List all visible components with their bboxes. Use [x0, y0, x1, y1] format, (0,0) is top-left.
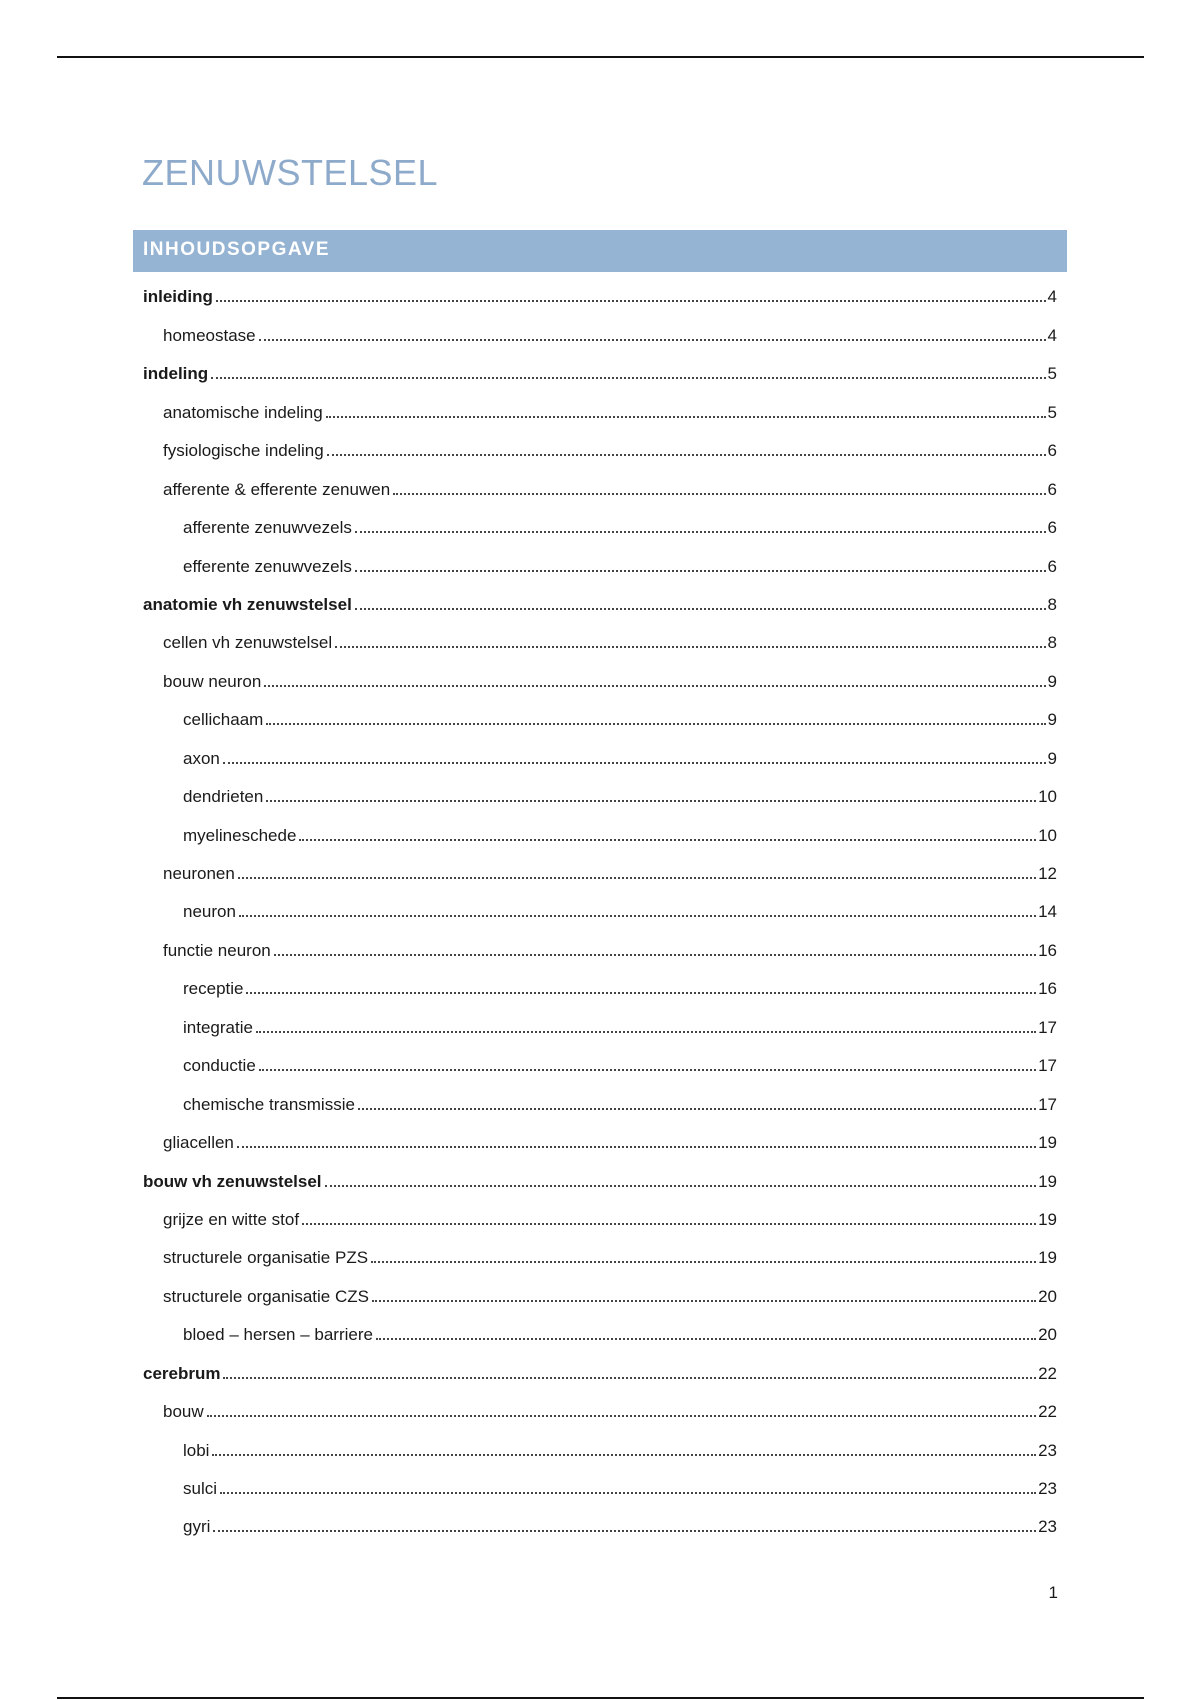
- toc-entry-page[interactable]: 19: [1038, 1209, 1057, 1229]
- toc-entry-page[interactable]: 9: [1047, 671, 1057, 691]
- toc-entry-page[interactable]: 12: [1038, 864, 1057, 883]
- toc-entry[interactable]: [143, 275, 1057, 313]
- toc-entry-page[interactable]: 14: [1038, 902, 1057, 922]
- toc-entry[interactable]: [143, 1159, 1057, 1197]
- toc-entry-page[interactable]: 22: [1038, 1363, 1057, 1383]
- toc-entry-label[interactable]: anatomie vh zenuwstelsel: [143, 594, 352, 614]
- toc-entry-page[interactable]: 8: [1047, 633, 1057, 653]
- toc-dot-leader: [355, 570, 1046, 572]
- toc-dot-leader: [216, 300, 1046, 302]
- toc-entry[interactable]: [143, 544, 1057, 582]
- toc-dot-leader: [259, 1069, 1036, 1071]
- toc-entry[interactable]: [143, 583, 1057, 621]
- page-number: 1: [1048, 1583, 1058, 1602]
- toc-dot-leader: [355, 608, 1046, 610]
- toc-entry[interactable]: [143, 1121, 1057, 1159]
- toc-dot-leader: [264, 685, 1045, 687]
- toc-dot-leader: [223, 762, 1046, 764]
- toc-entry[interactable]: [143, 352, 1057, 390]
- toc-entry-page[interactable]: 10: [1038, 787, 1057, 807]
- toc-entry-label[interactable]: gliacellen: [163, 1133, 234, 1153]
- toc-entry-page[interactable]: 22: [1038, 1402, 1057, 1422]
- toc-entry-page[interactable]: 23: [1038, 1479, 1057, 1498]
- toc-dot-leader: [266, 723, 1045, 725]
- toc-entry-label[interactable]: neuronen: [163, 864, 235, 883]
- toc-entry-page[interactable]: 19: [1038, 1248, 1057, 1268]
- toc-entry-label[interactable]: integratie: [183, 1017, 253, 1037]
- toc-entry-page[interactable]: 16: [1038, 940, 1057, 960]
- toc-heading: INHOUDSOPGAVE: [143, 239, 331, 260]
- toc-entry-label[interactable]: lobi: [183, 1440, 210, 1460]
- toc-entry[interactable]: [143, 659, 1057, 697]
- toc-entry[interactable]: [143, 1274, 1057, 1312]
- toc-entry-label[interactable]: cellichaam: [183, 710, 264, 730]
- toc-entry-label[interactable]: structurele organisatie CZS: [163, 1286, 369, 1306]
- toc-entry-page[interactable]: 4: [1047, 325, 1057, 345]
- toc-entry-page[interactable]: 5: [1047, 364, 1057, 384]
- toc-entry-label[interactable]: axon: [183, 748, 220, 768]
- toc-dot-leader: [213, 1530, 1036, 1532]
- toc-entry[interactable]: [143, 390, 1057, 428]
- toc-entry-label[interactable]: anatomische indeling: [163, 402, 323, 422]
- toc-dot-leader: [325, 1185, 1037, 1187]
- document-title: ZENUWSTELSEL: [142, 152, 439, 193]
- toc-entry-label[interactable]: sulci: [183, 1479, 218, 1498]
- toc-entry-page[interactable]: 4: [1047, 287, 1057, 307]
- toc-entry-label[interactable]: neuron: [183, 902, 236, 922]
- toc-entry-label[interactable]: dendrieten: [183, 787, 264, 807]
- toc-entry[interactable]: [143, 1198, 1057, 1236]
- toc-dot-leader: [299, 839, 1036, 841]
- toc-dot-leader: [220, 1492, 1036, 1494]
- toc-entry[interactable]: [143, 1236, 1057, 1274]
- toc-dot-leader: [266, 800, 1036, 802]
- toc-entry-label[interactable]: cerebrum: [143, 1363, 221, 1383]
- toc-entry[interactable]: [143, 1044, 1057, 1082]
- toc-entry-page[interactable]: 5: [1047, 402, 1057, 422]
- toc-dot-leader: [335, 646, 1045, 648]
- toc-entry-label[interactable]: fysiologische indeling: [163, 441, 324, 461]
- toc-entry-label[interactable]: conductie: [183, 1056, 256, 1076]
- toc-entry-page[interactable]: 9: [1047, 748, 1057, 768]
- toc-entry-label[interactable]: bouw vh zenuwstelsel: [143, 1171, 322, 1191]
- toc-entry-page[interactable]: 8: [1047, 594, 1057, 614]
- toc-entry-page[interactable]: 9: [1047, 710, 1057, 730]
- toc-entry-page[interactable]: 23: [1038, 1517, 1057, 1537]
- toc-entry-label[interactable]: myelineschede: [183, 825, 297, 845]
- toc-entry[interactable]: [143, 852, 1057, 890]
- toc-dot-leader: [207, 1415, 1036, 1417]
- toc-heading-bar: [133, 230, 1067, 272]
- toc-entry[interactable]: [143, 1390, 1057, 1428]
- toc-dot-leader: [372, 1300, 1036, 1302]
- toc-entry-label[interactable]: gyri: [183, 1517, 211, 1537]
- toc-entry-label[interactable]: afferente & efferente zenuwen: [163, 479, 391, 499]
- toc-entry[interactable]: [143, 775, 1057, 813]
- toc-entry-page[interactable]: 6: [1047, 556, 1057, 576]
- toc-entry[interactable]: [143, 429, 1057, 467]
- toc-entry[interactable]: [143, 621, 1057, 659]
- toc-entry-label[interactable]: grijze en witte stof: [163, 1209, 300, 1229]
- toc-dot-leader: [259, 339, 1046, 341]
- footer-rule: [57, 1697, 1144, 1699]
- toc-entry-page[interactable]: 19: [1038, 1133, 1057, 1153]
- toc-entry-label[interactable]: chemische transmissie: [183, 1094, 355, 1114]
- toc-entry-label[interactable]: homeostase: [163, 325, 256, 345]
- toc-entry[interactable]: [143, 1428, 1057, 1466]
- toc-entry-page[interactable]: 16: [1038, 979, 1057, 999]
- toc-dot-leader: [256, 1031, 1036, 1033]
- toc-dot-leader: [237, 1146, 1036, 1148]
- toc-entry-page[interactable]: 6: [1047, 518, 1057, 538]
- toc-entry[interactable]: [143, 698, 1057, 736]
- toc-entry[interactable]: [143, 1505, 1057, 1543]
- toc-entry[interactable]: [143, 1351, 1057, 1389]
- toc-entry-label[interactable]: inleiding: [143, 287, 213, 307]
- toc-entry[interactable]: [143, 467, 1057, 505]
- toc-entry-page[interactable]: 19: [1038, 1171, 1057, 1191]
- toc-dot-leader: [393, 493, 1045, 495]
- toc-entry-page[interactable]: 6: [1047, 441, 1057, 461]
- toc-entry[interactable]: [143, 313, 1057, 351]
- toc-entry[interactable]: [143, 1467, 1057, 1505]
- toc-entry[interactable]: [143, 736, 1057, 774]
- toc-entry-page[interactable]: 17: [1038, 1094, 1057, 1114]
- toc-dot-leader: [239, 915, 1036, 917]
- toc-entry[interactable]: [143, 813, 1057, 851]
- toc-dot-leader: [212, 1454, 1036, 1456]
- toc-dot-leader: [327, 454, 1046, 456]
- toc-entry[interactable]: [143, 1005, 1057, 1043]
- toc-entry[interactable]: [143, 890, 1057, 928]
- toc-entry[interactable]: [143, 1313, 1057, 1351]
- toc-entry-label[interactable]: bloed – hersen – barriere: [183, 1325, 373, 1345]
- header-rule: [57, 56, 1144, 58]
- toc-entry-label[interactable]: bouw neuron: [163, 671, 262, 691]
- toc-dot-leader: [355, 531, 1046, 533]
- toc-entry-label[interactable]: receptie: [183, 979, 244, 999]
- toc-entry-label[interactable]: efferente zenuwvezels: [183, 556, 352, 576]
- toc-dot-leader: [274, 954, 1036, 956]
- toc-dot-leader: [326, 416, 1046, 418]
- toc-dot-leader: [223, 1377, 1036, 1379]
- toc-entry-page[interactable]: 20: [1038, 1325, 1057, 1345]
- toc-entry-label[interactable]: cellen vh zenuwstelsel: [163, 633, 333, 653]
- toc-entry[interactable]: [143, 928, 1057, 966]
- toc-entry-label[interactable]: afferente zenuwvezels: [183, 518, 352, 538]
- toc-entry[interactable]: [143, 1082, 1057, 1120]
- toc-entry-label[interactable]: indeling: [143, 364, 209, 384]
- toc-entry[interactable]: [143, 506, 1057, 544]
- toc-dot-leader: [238, 877, 1036, 879]
- toc-dot-leader: [246, 992, 1036, 994]
- toc-entry[interactable]: [143, 967, 1057, 1005]
- toc-dot-leader: [211, 377, 1045, 379]
- toc-entry-page[interactable]: 17: [1038, 1056, 1057, 1076]
- toc-entry-page[interactable]: 17: [1038, 1017, 1057, 1037]
- toc-dot-leader: [302, 1223, 1036, 1225]
- toc-entry-page[interactable]: 20: [1038, 1286, 1057, 1306]
- table-of-contents: [143, 275, 1057, 1543]
- toc-dot-leader: [376, 1338, 1036, 1340]
- toc-entry-page[interactable]: 23: [1038, 1440, 1057, 1460]
- toc-dot-leader: [358, 1108, 1036, 1110]
- toc-entry-page[interactable]: 10: [1038, 825, 1057, 845]
- toc-entry-label[interactable]: bouw: [163, 1402, 204, 1422]
- toc-entry-label[interactable]: functie neuron: [163, 940, 271, 960]
- toc-dot-leader: [371, 1261, 1036, 1263]
- toc-entry-label[interactable]: structurele organisatie PZS: [163, 1248, 369, 1268]
- toc-entry-page[interactable]: 6: [1047, 479, 1057, 499]
